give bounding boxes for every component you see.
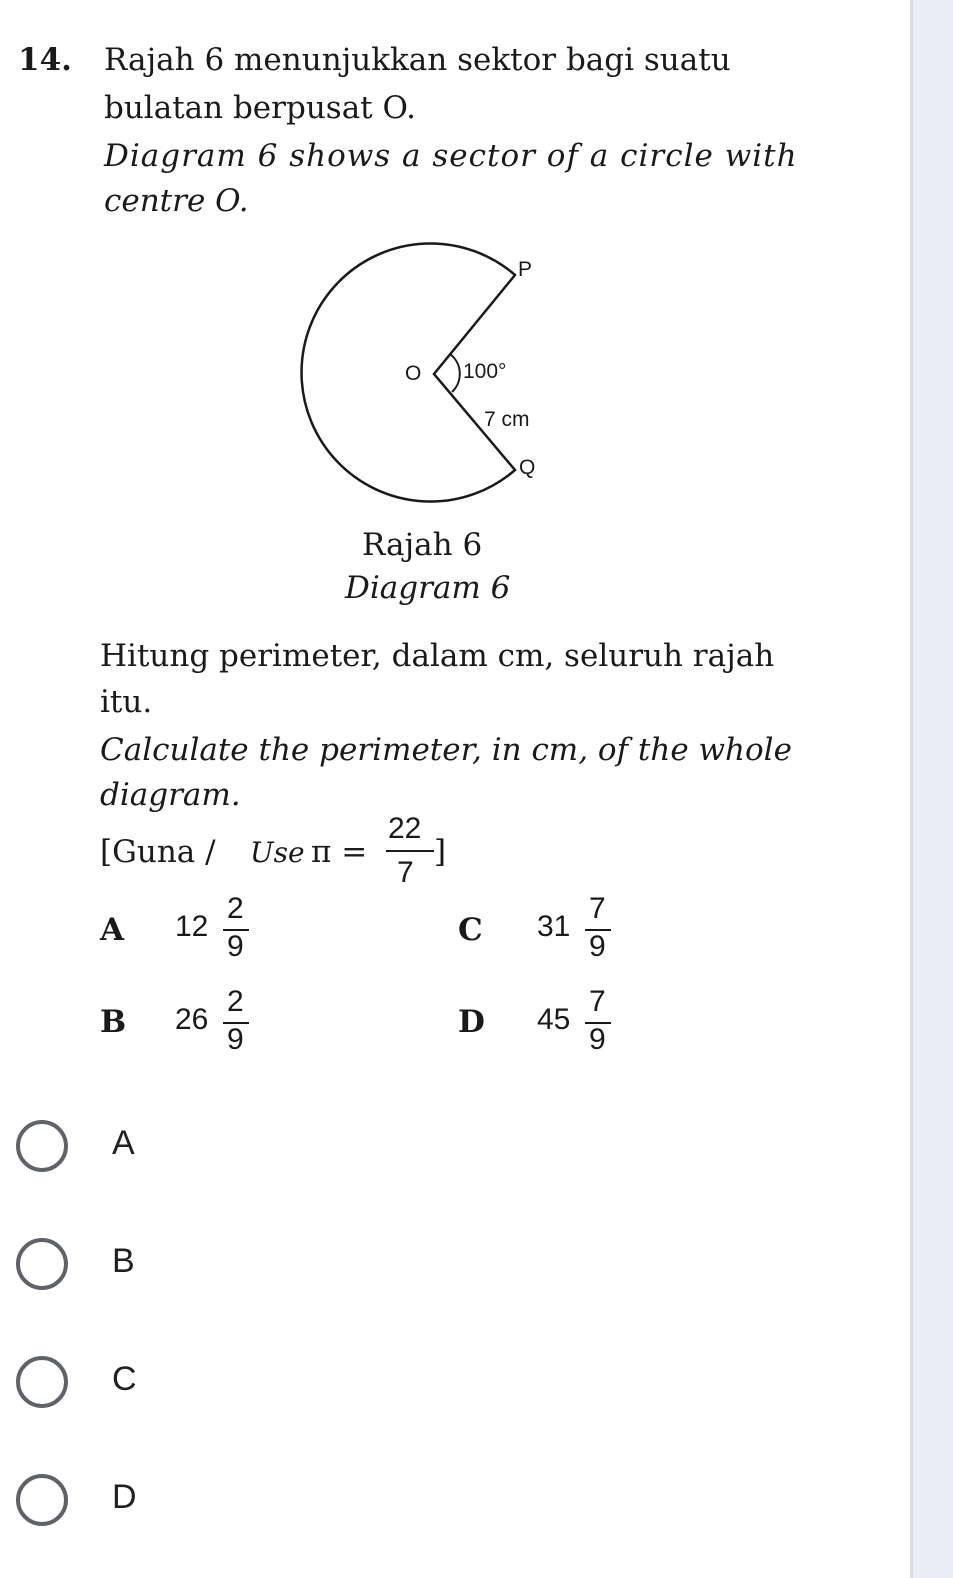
answer-option-c[interactable] (14, 1352, 314, 1422)
choice-num: 2 (227, 985, 244, 1018)
answer-option-d[interactable] (14, 1470, 314, 1540)
choice-whole: 31 (537, 910, 571, 943)
choice-letter: D (458, 1004, 485, 1040)
question-text-english-1: Diagram 6 shows a sector of a circle with (104, 138, 798, 174)
task-malay-1: Hitung perimeter, dalam cm, seluruh rajah (100, 638, 775, 674)
hint-num: 22 (388, 812, 422, 845)
choice-den: 9 (227, 1023, 244, 1056)
choice-letter: A (100, 912, 125, 948)
answer-label: D (112, 1478, 137, 1516)
radio-button[interactable] (16, 1120, 68, 1172)
answer-option-b[interactable] (14, 1234, 314, 1304)
question-text-english-2: centre O. (104, 183, 249, 219)
choice-whole: 45 (537, 1003, 571, 1036)
answer-label: B (112, 1242, 135, 1280)
choice-letter: B (100, 1004, 127, 1040)
question-text-malay-2: bulatan berpusat O. (104, 90, 416, 126)
caption-english: Diagram 6 (345, 570, 511, 606)
answer-label: A (112, 1124, 135, 1162)
choice-num: 7 (589, 892, 606, 925)
choice-num: 7 (589, 985, 606, 1018)
label-p: P (518, 258, 533, 281)
angle-arc (450, 354, 460, 392)
choice-den: 9 (227, 930, 244, 963)
radius-label: 7 cm (484, 408, 530, 431)
sector-diagram (0, 0, 953, 520)
task-english-1: Calculate the perimeter, in cm, of the whole (100, 732, 792, 768)
angle-label: 100° (463, 360, 507, 383)
task-english-2: diagram. (100, 777, 241, 813)
question-number: 14. (18, 42, 72, 78)
hint-use: Use (250, 836, 305, 869)
hint-prefix: [Guna / (100, 834, 216, 870)
choice-whole: 12 (175, 910, 209, 943)
hint-den: 7 (397, 856, 414, 889)
choice-num: 2 (227, 892, 244, 925)
answer-label: C (112, 1360, 137, 1398)
choice-whole: 26 (175, 1003, 209, 1036)
choice-den: 9 (589, 930, 606, 963)
choice-den: 9 (589, 1023, 606, 1056)
hint-suffix: ] (434, 834, 447, 870)
label-o: O (405, 362, 422, 385)
choice-letter: C (458, 912, 483, 948)
radio-button[interactable] (16, 1474, 68, 1526)
question-text-malay-1: Rajah 6 menunjukkan sektor bagi suatu (104, 42, 731, 78)
hint-pi: π = (311, 834, 368, 870)
task-malay-2: itu. (100, 684, 153, 720)
radio-button[interactable] (16, 1356, 68, 1408)
caption-malay: Rajah 6 (362, 527, 483, 563)
answer-option-a[interactable] (14, 1116, 314, 1186)
hint-bar (386, 850, 434, 852)
label-q: Q (519, 456, 536, 479)
radio-button[interactable] (16, 1238, 68, 1290)
